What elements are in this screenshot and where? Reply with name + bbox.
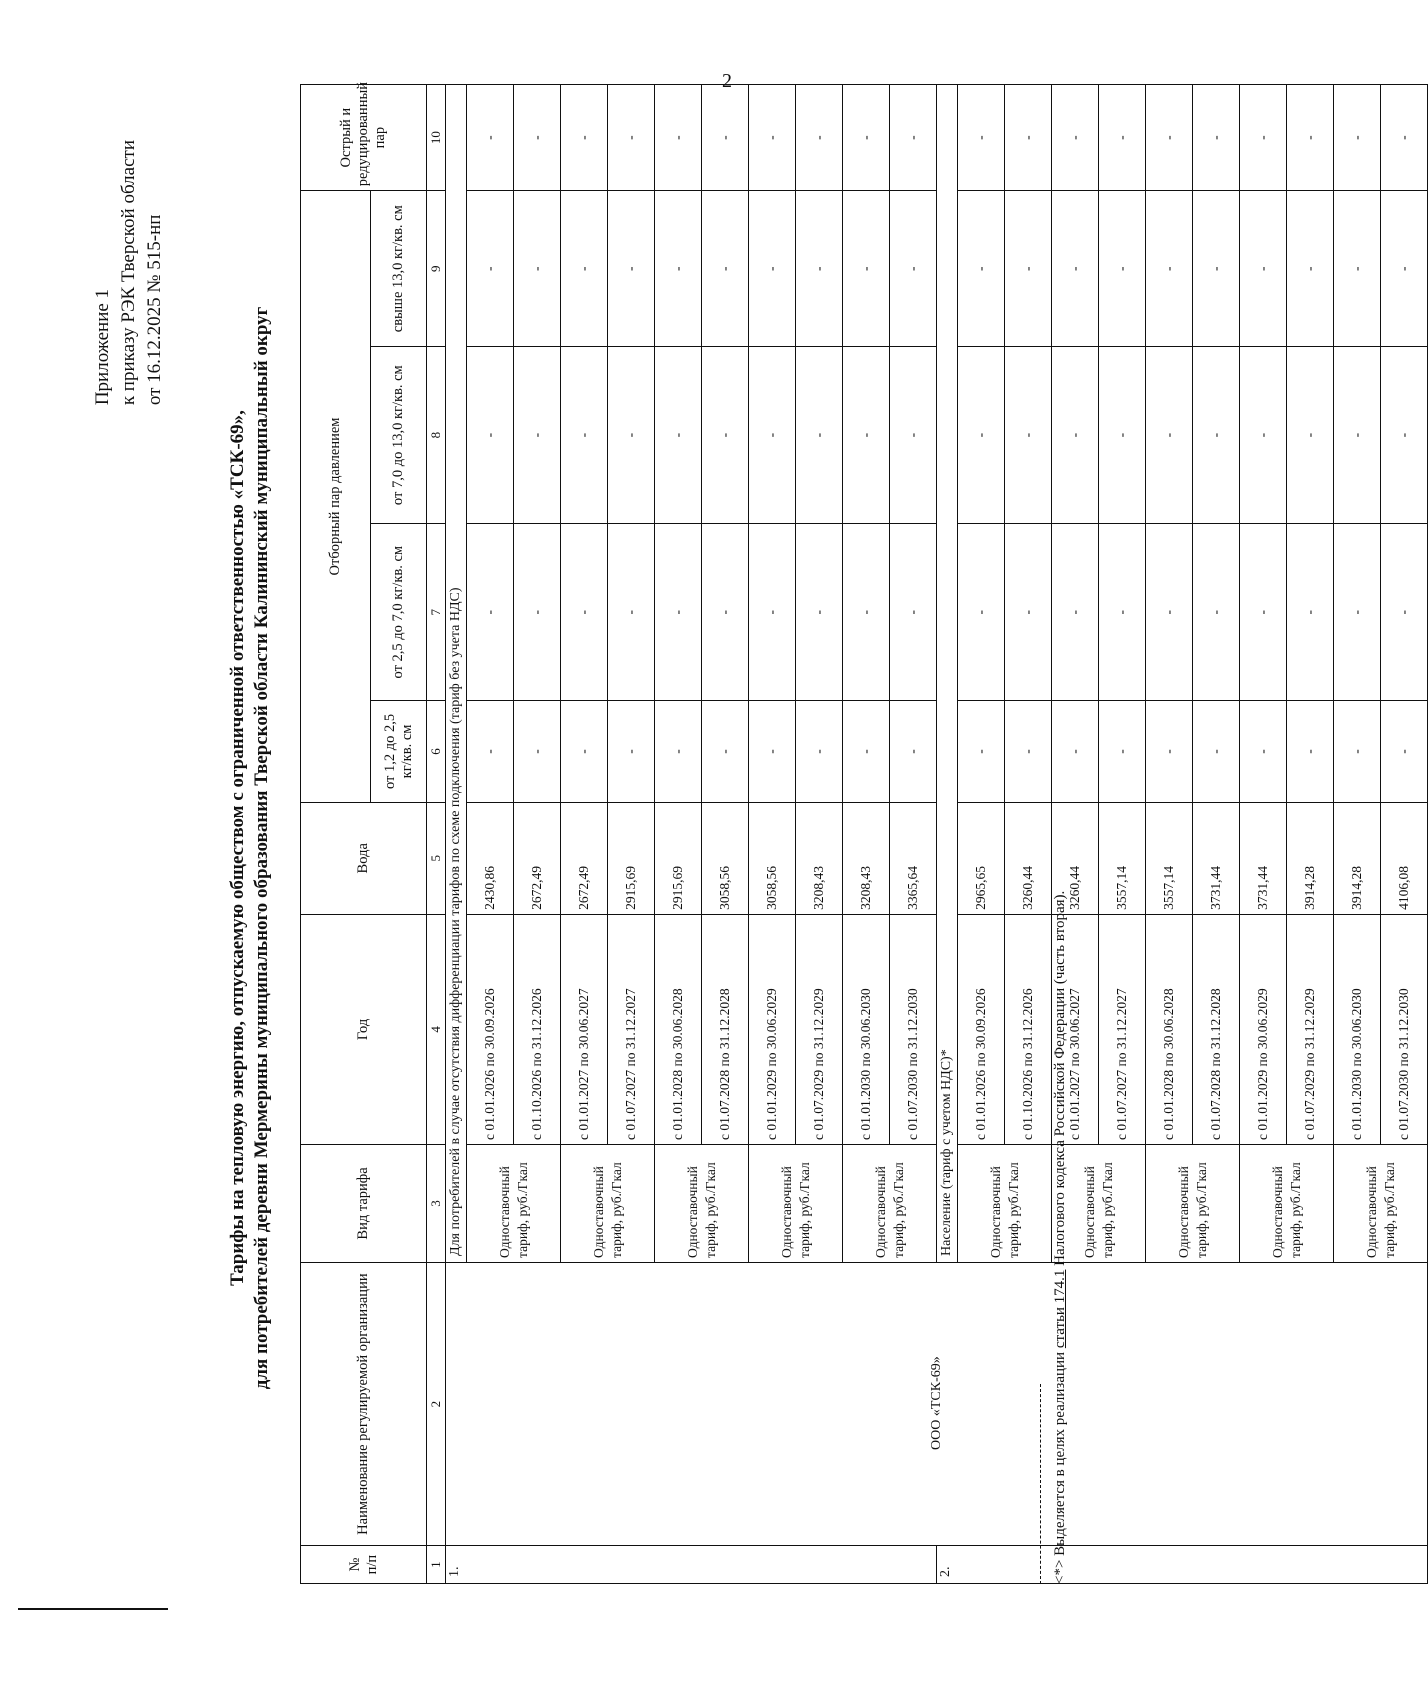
- header-steam-group: Отборный пар давлением: [301, 191, 371, 802]
- empty-value-cell: -: [1287, 701, 1334, 803]
- empty-value-cell: -: [1334, 191, 1381, 347]
- empty-value-cell: -: [1193, 701, 1240, 803]
- empty-value-cell: -: [702, 524, 749, 701]
- tariff-table-body: [427, 85, 1428, 1584]
- empty-value-cell: -: [890, 701, 937, 803]
- period-cell: с 01.01.2027 по 30.06.2027: [1052, 914, 1099, 1144]
- empty-value-cell: -: [561, 524, 608, 701]
- water-tariff-cell: 2430,86: [467, 802, 514, 914]
- empty-value-cell: -: [958, 701, 1005, 803]
- empty-value-cell: -: [608, 191, 655, 347]
- empty-value-cell: -: [796, 85, 843, 191]
- header-row-1: [301, 85, 371, 1584]
- section-label: Население (тариф с учетом НДС)*: [937, 85, 958, 1263]
- empty-value-cell: -: [561, 191, 608, 347]
- title-line-2: для потребителей деревни Мермерины муниципального образования Тверской области Калининский муниципальный округ: [251, 306, 272, 1390]
- col-number: 4: [427, 914, 446, 1144]
- footnote-law-link[interactable]: статьи 174.1: [1052, 1269, 1068, 1349]
- water-tariff-cell: 3557,14: [1099, 802, 1146, 914]
- empty-value-cell: -: [1052, 701, 1099, 803]
- water-tariff-cell: 3914,28: [1334, 802, 1381, 914]
- period-cell: с 01.01.2029 по 30.06.2029: [749, 914, 796, 1144]
- organization-name: ООО «ТСК-69»: [446, 1262, 1428, 1545]
- empty-value-cell: -: [1099, 524, 1146, 701]
- empty-value-cell: -: [958, 524, 1005, 701]
- approval-block: [90, 140, 168, 405]
- period-cell: с 01.07.2028 по 31.12.2028: [1193, 914, 1240, 1144]
- empty-value-cell: -: [1381, 191, 1428, 347]
- empty-value-cell: -: [1099, 85, 1146, 191]
- tariff-kind: Одноставочный тариф, руб./Гкал: [1240, 1144, 1334, 1262]
- header-pressure-1: от 1,2 до 2,5 кг/кв. см: [371, 701, 427, 803]
- empty-value-cell: -: [1052, 85, 1099, 191]
- water-tariff-cell: 3208,43: [796, 802, 843, 914]
- header-pressure-3: от 7,0 до 13,0 кг/кв. см: [371, 347, 427, 524]
- empty-value-cell: -: [608, 524, 655, 701]
- period-cell: с 01.07.2027 по 31.12.2027: [608, 914, 655, 1144]
- title-line-1: Тарифы на тепловую энергию, отпускаемую обществом с ограниченной ответственностью «ТСК-69»,: [227, 410, 248, 1286]
- empty-value-cell: -: [1193, 524, 1240, 701]
- empty-value-cell: -: [702, 191, 749, 347]
- empty-value-cell: -: [749, 701, 796, 803]
- water-tariff-cell: 2672,49: [514, 802, 561, 914]
- empty-value-cell: -: [608, 85, 655, 191]
- empty-value-cell: -: [749, 191, 796, 347]
- water-tariff-cell: 2915,69: [655, 802, 702, 914]
- header-year: Год: [301, 914, 427, 1144]
- tariff-kind: Одноставочный тариф, руб./Гкал: [467, 1144, 561, 1262]
- period-cell: с 01.01.2029 по 30.06.2029: [1240, 914, 1287, 1144]
- period-cell: с 01.07.2027 по 31.12.2027: [1099, 914, 1146, 1144]
- empty-value-cell: -: [1052, 524, 1099, 701]
- empty-value-cell: -: [467, 85, 514, 191]
- empty-value-cell: -: [655, 347, 702, 524]
- empty-value-cell: -: [561, 347, 608, 524]
- footnote-text-after: Налогового кодекса Российской Федерации (часть вторая).: [1052, 890, 1068, 1270]
- tariff-kind: Одноставочный тариф, руб./Гкал: [1146, 1144, 1240, 1262]
- header-org: Наименование регулируемой организации: [301, 1262, 427, 1545]
- header-pressure-4: свыше 13,0 кг/кв. см: [371, 191, 427, 347]
- col-number: 8: [427, 347, 446, 524]
- empty-value-cell: -: [1334, 85, 1381, 191]
- approval-line-3: от 16.12.2025 № 515-нп: [144, 214, 165, 406]
- empty-value-cell: -: [1146, 85, 1193, 191]
- empty-value-cell: -: [1193, 85, 1240, 191]
- empty-value-cell: -: [1240, 347, 1287, 524]
- empty-value-cell: -: [1240, 701, 1287, 803]
- empty-value-cell: -: [1381, 524, 1428, 701]
- period-cell: с 01.07.2029 по 31.12.2029: [1287, 914, 1334, 1144]
- empty-value-cell: -: [1240, 524, 1287, 701]
- water-tariff-cell: 2672,49: [561, 802, 608, 914]
- col-number: 1: [427, 1546, 446, 1584]
- footnote: [1052, 891, 1069, 1584]
- water-tariff-cell: 3365,64: [890, 802, 937, 914]
- empty-value-cell: -: [561, 701, 608, 803]
- empty-value-cell: -: [1287, 347, 1334, 524]
- empty-value-cell: -: [561, 85, 608, 191]
- empty-value-cell: -: [1287, 85, 1334, 191]
- empty-value-cell: -: [843, 191, 890, 347]
- period-cell: с 01.07.2028 по 31.12.2028: [702, 914, 749, 1144]
- tariff-kind: Одноставочный тариф, руб./Гкал: [843, 1144, 937, 1262]
- empty-value-cell: -: [1052, 347, 1099, 524]
- empty-value-cell: -: [655, 524, 702, 701]
- empty-value-cell: -: [843, 85, 890, 191]
- empty-value-cell: -: [702, 347, 749, 524]
- tariff-kind: Одноставочный тариф, руб./Гкал: [561, 1144, 655, 1262]
- empty-value-cell: -: [890, 347, 937, 524]
- water-tariff-cell: 3260,44: [1052, 802, 1099, 914]
- col-number: 5: [427, 802, 446, 914]
- water-tariff-cell: 3731,44: [1240, 802, 1287, 914]
- empty-value-cell: -: [1005, 85, 1052, 191]
- empty-value-cell: -: [958, 191, 1005, 347]
- empty-value-cell: -: [514, 701, 561, 803]
- empty-value-cell: -: [608, 701, 655, 803]
- header-num: № п/п: [301, 1546, 427, 1584]
- empty-value-cell: -: [467, 191, 514, 347]
- empty-value-cell: -: [796, 191, 843, 347]
- empty-value-cell: -: [1052, 191, 1099, 347]
- empty-value-cell: -: [1287, 191, 1334, 347]
- header-pressure-2: от 2,5 до 7,0 кг/кв. см: [371, 524, 427, 701]
- period-cell: с 01.07.2030 по 31.12.2030: [890, 914, 937, 1144]
- period-cell: с 01.10.2026 по 31.12.2026: [1005, 914, 1052, 1144]
- empty-value-cell: -: [1146, 191, 1193, 347]
- water-tariff-cell: 3208,43: [843, 802, 890, 914]
- period-cell: с 01.10.2026 по 31.12.2026: [514, 914, 561, 1144]
- water-tariff-cell: 3260,44: [1005, 802, 1052, 914]
- empty-value-cell: -: [655, 191, 702, 347]
- col-number: 7: [427, 524, 446, 701]
- header-kind: Вид тарифа: [301, 1144, 427, 1262]
- period-cell: с 01.07.2029 по 31.12.2029: [796, 914, 843, 1144]
- period-cell: с 01.01.2030 по 30.06.2030: [1334, 914, 1381, 1144]
- water-tariff-cell: 4106,08: [1381, 802, 1428, 914]
- empty-value-cell: -: [1099, 347, 1146, 524]
- tariff-kind: Одноставочный тариф, руб./Гкал: [749, 1144, 843, 1262]
- approval-line-2: к приказу РЭК Тверской области: [118, 140, 139, 406]
- empty-value-cell: -: [1381, 347, 1428, 524]
- empty-value-cell: -: [1099, 191, 1146, 347]
- section-number: 1.: [446, 1546, 937, 1584]
- rotated-page-content: [40, 60, 1411, 1636]
- water-tariff-cell: 3557,14: [1146, 802, 1193, 914]
- empty-value-cell: -: [702, 701, 749, 803]
- footnote-separator: [1040, 1384, 1041, 1584]
- period-cell: с 01.01.2026 по 30.09.2026: [467, 914, 514, 1144]
- empty-value-cell: -: [514, 191, 561, 347]
- col-number: 10: [427, 85, 446, 191]
- empty-value-cell: -: [514, 347, 561, 524]
- tariff-table: [300, 84, 1428, 1584]
- period-cell: с 01.01.2030 по 30.06.2030: [843, 914, 890, 1144]
- document-title: [226, 60, 274, 1636]
- empty-value-cell: -: [514, 85, 561, 191]
- empty-value-cell: -: [890, 85, 937, 191]
- empty-value-cell: -: [890, 191, 937, 347]
- empty-value-cell: -: [1146, 347, 1193, 524]
- period-cell: с 01.01.2026 по 30.09.2026: [958, 914, 1005, 1144]
- header-sharp-steam: Острый и редуцированный пар: [301, 85, 427, 191]
- empty-value-cell: -: [749, 347, 796, 524]
- empty-value-cell: -: [1287, 524, 1334, 701]
- empty-value-cell: -: [1099, 701, 1146, 803]
- period-cell: с 01.01.2027 по 30.06.2027: [561, 914, 608, 1144]
- water-tariff-cell: 3731,44: [1193, 802, 1240, 914]
- water-tariff-cell: 3058,56: [702, 802, 749, 914]
- empty-value-cell: -: [1005, 701, 1052, 803]
- col-number: 9: [427, 191, 446, 347]
- empty-value-cell: -: [843, 701, 890, 803]
- water-tariff-cell: 2965,65: [958, 802, 1005, 914]
- section-row: [446, 85, 467, 1584]
- tariff-kind: Одноставочный тариф, руб./Гкал: [1052, 1144, 1146, 1262]
- tariff-kind: Одноставочный тариф, руб./Гкал: [655, 1144, 749, 1262]
- empty-value-cell: -: [1193, 347, 1240, 524]
- water-tariff-cell: 3914,28: [1287, 802, 1334, 914]
- empty-value-cell: -: [467, 524, 514, 701]
- empty-value-cell: -: [890, 524, 937, 701]
- col-number: 2: [427, 1262, 446, 1545]
- header-water: Вода: [301, 802, 427, 914]
- empty-value-cell: -: [1334, 347, 1381, 524]
- empty-value-cell: -: [1193, 191, 1240, 347]
- page-number: 2: [722, 70, 732, 92]
- empty-value-cell: -: [1381, 85, 1428, 191]
- water-tariff-cell: 2915,69: [608, 802, 655, 914]
- period-cell: с 01.07.2030 по 31.12.2030: [1381, 914, 1428, 1144]
- footnote-text-before: <*> Выделяется в целях реализации: [1052, 1348, 1068, 1584]
- section-label: Для потребителей в случае отсутствия дифференциации тарифов по схеме подключения (тариф без учета НДС): [446, 85, 467, 1263]
- empty-value-cell: -: [796, 524, 843, 701]
- empty-value-cell: -: [1146, 701, 1193, 803]
- tariff-kind: Одноставочный тариф, руб./Гкал: [1334, 1144, 1428, 1262]
- empty-value-cell: -: [655, 85, 702, 191]
- empty-value-cell: -: [843, 524, 890, 701]
- period-cell: с 01.01.2028 по 30.06.2028: [655, 914, 702, 1144]
- empty-value-cell: -: [514, 524, 561, 701]
- empty-value-cell: -: [1240, 191, 1287, 347]
- approval-line-1: Приложение 1: [92, 288, 113, 406]
- col-number: 6: [427, 701, 446, 803]
- empty-value-cell: -: [1005, 347, 1052, 524]
- empty-value-cell: -: [1240, 85, 1287, 191]
- empty-value-cell: -: [1381, 701, 1428, 803]
- empty-value-cell: -: [702, 85, 749, 191]
- empty-value-cell: -: [1005, 191, 1052, 347]
- column-numbers-row: [427, 85, 446, 1584]
- empty-value-cell: -: [608, 347, 655, 524]
- empty-value-cell: -: [1146, 524, 1193, 701]
- empty-value-cell: -: [1005, 524, 1052, 701]
- tariff-kind: Одноставочный тариф, руб./Гкал: [958, 1144, 1052, 1262]
- empty-value-cell: -: [749, 85, 796, 191]
- col-number: 3: [427, 1144, 446, 1262]
- empty-value-cell: -: [467, 347, 514, 524]
- empty-value-cell: -: [1334, 701, 1381, 803]
- period-cell: с 01.01.2028 по 30.06.2028: [1146, 914, 1193, 1144]
- empty-value-cell: -: [1334, 524, 1381, 701]
- water-tariff-cell: 3058,56: [749, 802, 796, 914]
- empty-value-cell: -: [843, 347, 890, 524]
- section-number: 2.: [937, 1546, 1428, 1584]
- empty-value-cell: -: [749, 524, 796, 701]
- empty-value-cell: -: [958, 347, 1005, 524]
- empty-value-cell: -: [655, 701, 702, 803]
- empty-value-cell: -: [467, 701, 514, 803]
- empty-value-cell: -: [958, 85, 1005, 191]
- empty-value-cell: -: [796, 347, 843, 524]
- empty-value-cell: -: [796, 701, 843, 803]
